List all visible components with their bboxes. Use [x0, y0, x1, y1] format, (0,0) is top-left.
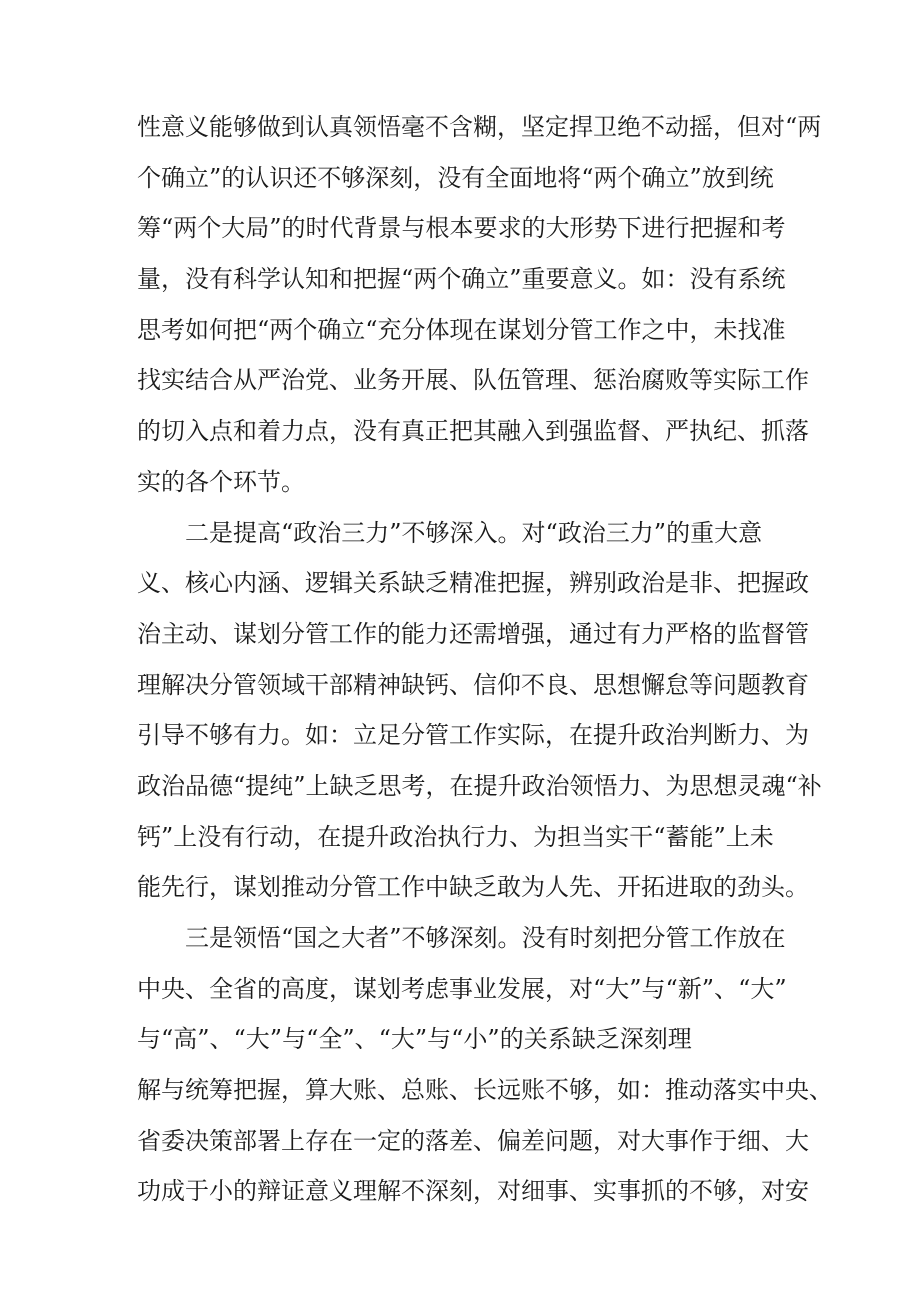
document-body	[137, 102, 833, 1217]
text-line: 引导不够有力。如：立足分管工作实际，在提升政治判断力、为	[137, 721, 809, 750]
text-line: 解与统筹把握，算大账、总账、长远账不够，如：推动落实中央、	[137, 1076, 833, 1105]
text-line: 功成于小的辩证意义理解不深刻，对细事、实事抓的不够，对安	[137, 1177, 809, 1206]
text-line: 的切入点和着力点，没有真正把其融入到强监督、严执纪、抓落	[137, 417, 809, 446]
paragraph-start-line: 二是提高“政治三力”不够深入。对“政治三力”的重大意	[185, 518, 763, 547]
paragraph-start-line: 三是领悟“国之大者”不够深刻。没有时刻把分管工作放在	[185, 924, 786, 952]
text-line: 义、核心内涵、逻辑关系缺乏精准把握，辨别政治是非、把握政	[137, 569, 809, 598]
text-line: 找实结合从严治党、业务开展、队伍管理、惩治腐败等实际工作	[137, 366, 809, 395]
text-line: 性意义能够做到认真领悟毫不含糊，坚定捍卫绝不动摇，但对“两	[137, 113, 822, 141]
text-line: 实的各个环节。	[137, 467, 305, 496]
text-line: 与“高”、“大”与“全”、“大”与“小”的关系缺乏深刻理	[137, 1025, 692, 1054]
text-line: 筹“两个大局”的时代背景与根本要求的大形势下进行把握和考	[137, 214, 786, 243]
text-line: 理解决分管领域干部精神缺钙、信仰不良、思想懈怠等问题教育	[137, 670, 809, 699]
text-line: 政治品德“提纯”上缺乏思考，在提升政治领悟力、为思想灵魂“补	[137, 771, 822, 800]
text-line: 个确立”的认识还不够深刻，没有全面地将“两个确立”放到统	[137, 163, 774, 192]
text-line: 思考如何把“两个确立“充分体现在谋划分管工作之中，未找准	[137, 315, 786, 344]
text-line: 量，没有科学认知和把握“两个确立”重要意义。如：没有系统	[137, 265, 786, 294]
text-line: 中央、全省的高度，谋划考虑事业发展，对“大”与“新”、“大”	[137, 974, 787, 1003]
text-line: 能先行，谋划推动分管工作中缺乏敢为人先、开拓进取的劲头。	[137, 873, 809, 902]
text-line: 钙”上没有行动，在提升政治执行力、为担当实干“蓄能”上未	[137, 822, 774, 851]
text-line: 省委决策部署上存在一定的落差、偏差问题，对大事作于细、大	[137, 1126, 809, 1155]
text-line: 治主动、谋划分管工作的能力还需增强，通过有力严格的监督管	[137, 619, 809, 648]
